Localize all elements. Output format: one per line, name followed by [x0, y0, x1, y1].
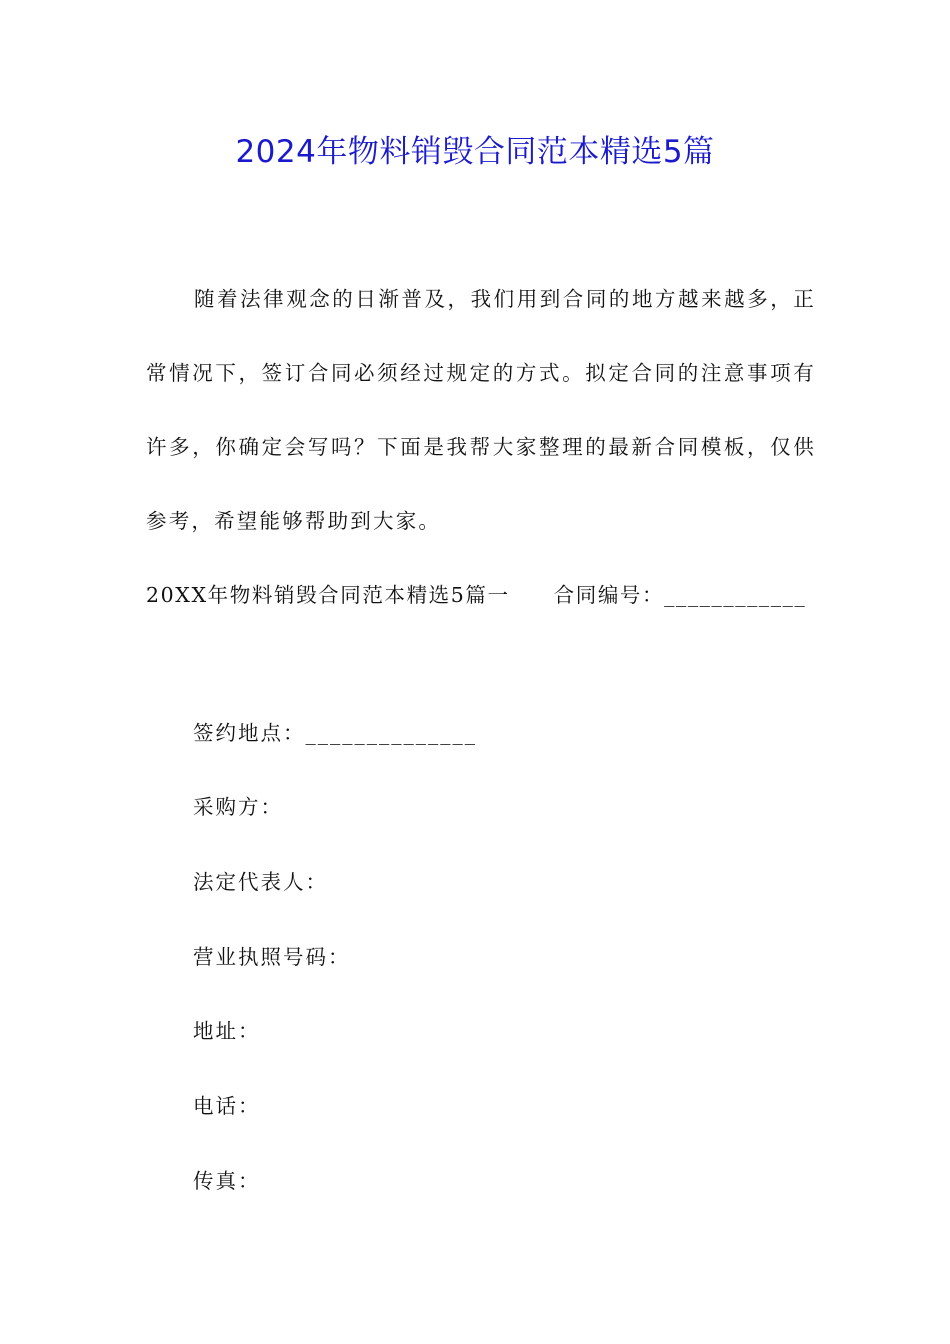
intro-paragraph: 随着法律观念的日渐普及，我们用到合同的地方越来越多，正常情况下，签订合同必须经过规定的方式。拟定合同的注意事项有许多，你确定会写吗？下面是我帮大家整理的最新合同模板，仅供参考，希望能够帮助到大家。: [146, 287, 816, 533]
field-signing-place: 签约地点：______________: [193, 721, 477, 745]
document-title: 2024年物料销毁合同范本精选5篇: [235, 134, 715, 170]
field-business-license-number: 营业执照号码：: [193, 945, 351, 969]
contract-number-field: 合同编号：____________: [553, 583, 807, 607]
section-heading: 20XX年物料销毁合同范本精选5篇一: [146, 583, 510, 607]
field-purchaser: 采购方：: [193, 795, 283, 819]
field-phone: 电话：: [193, 1094, 261, 1118]
contract-heading-line: [146, 558, 826, 632]
field-legal-representative: 法定代表人：: [193, 870, 328, 894]
field-address: 地址：: [193, 1019, 261, 1043]
field-fax: 传真：: [193, 1169, 261, 1193]
